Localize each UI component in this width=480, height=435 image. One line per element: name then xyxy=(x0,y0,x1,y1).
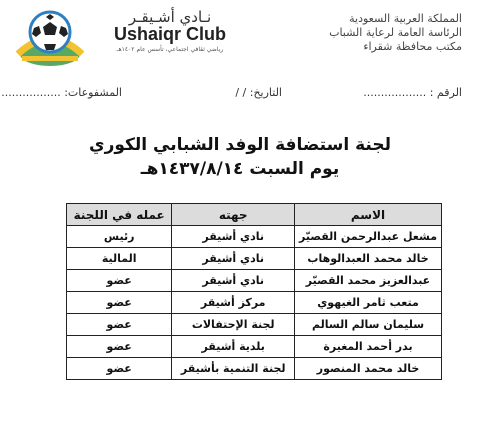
title-line: لجنة استضافة الوفد الشبابي الكوري xyxy=(89,135,391,155)
club-subtitle: رياضي ثقافي اجتماعي، تأسس عام ١٤٠٢هـ xyxy=(116,46,224,53)
member-entity: بلدية أشيقر xyxy=(172,336,295,358)
member-role: رئيس xyxy=(67,226,172,248)
member-role: عضو xyxy=(67,270,172,292)
table-row xyxy=(67,336,442,358)
club-title xyxy=(110,8,230,53)
meta-row xyxy=(1,86,462,104)
committee-table xyxy=(66,203,442,380)
member-role: عضو xyxy=(67,358,172,380)
table-row xyxy=(67,292,442,314)
document-title xyxy=(0,133,480,181)
ministry-line: مكتب محافظة شقراء xyxy=(363,40,462,53)
ministry-line: المملكة العربية السعودية xyxy=(349,12,462,25)
club-name-english: Ushaiqr Club xyxy=(113,24,226,44)
member-name: متعب ثامر الغيهوي xyxy=(295,292,442,314)
date-field: التاريخ: / / xyxy=(235,86,282,99)
table-row xyxy=(67,314,442,336)
header-role: عمله في اللجنة xyxy=(67,204,172,226)
table-row xyxy=(67,358,442,380)
number-field: الرقم : .................. xyxy=(363,86,462,99)
member-entity: نادي أشيقر xyxy=(172,248,295,270)
member-name: بدر أحمد المغيرة xyxy=(295,336,442,358)
member-name: خالد محمد المنصور xyxy=(295,358,442,380)
member-entity: مركز أشيقر xyxy=(172,292,295,314)
club-logo xyxy=(10,4,90,70)
club-name-arabic: نـادي أشـيقـر xyxy=(128,8,212,26)
member-role: عضو xyxy=(67,292,172,314)
member-name: سليمان سالم السالم xyxy=(295,314,442,336)
member-role: المالية xyxy=(67,248,172,270)
table-row xyxy=(67,248,442,270)
table-header-row xyxy=(67,204,442,226)
member-entity: لجنة التنمية بأشيقر xyxy=(172,358,295,380)
attachments-field: المشفوعات: ................. xyxy=(1,86,122,99)
table-row xyxy=(67,226,442,248)
header-entity: جهته xyxy=(172,204,295,226)
title-date-line: يوم السبت ١٤٣٧/٨/١٤هـ xyxy=(140,159,340,179)
member-entity: نادي أشيقر xyxy=(172,226,295,248)
member-name: مشعل عبدالرحمن القصيّر xyxy=(295,226,442,248)
member-role: عضو xyxy=(67,314,172,336)
table-row xyxy=(67,270,442,292)
member-role: عضو xyxy=(67,336,172,358)
ministry-header xyxy=(282,12,462,54)
member-name: عبدالعزيز محمد القصيّر xyxy=(295,270,442,292)
header-name: الاسم xyxy=(295,204,442,226)
member-entity: نادي أشيقر xyxy=(172,270,295,292)
member-name: خالد محمد العبدالوهاب xyxy=(295,248,442,270)
member-entity: لجنة الإحتفالات xyxy=(172,314,295,336)
ministry-line: الرئاسة العامة لرعاية الشباب xyxy=(329,26,462,39)
